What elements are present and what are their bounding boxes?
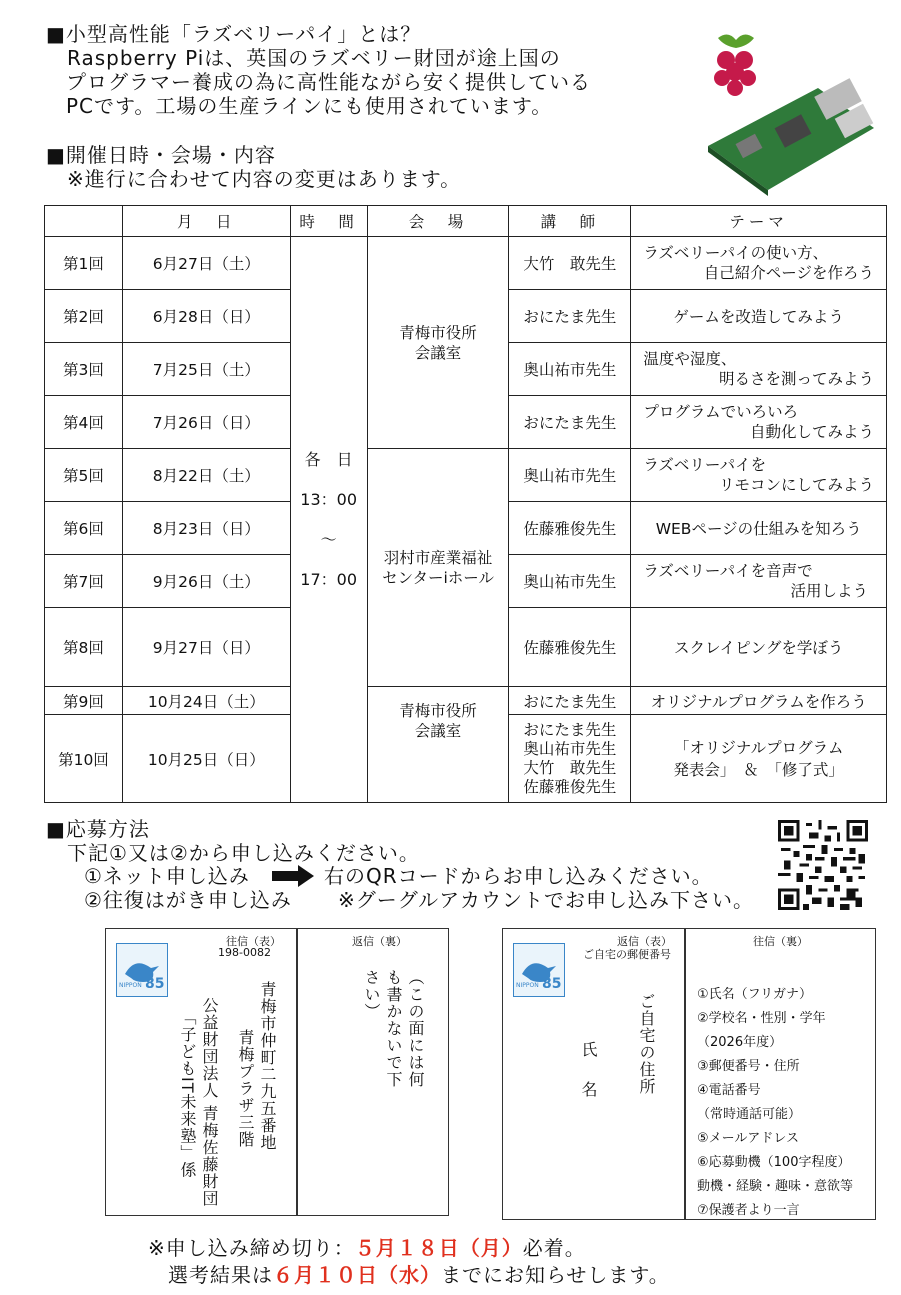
card1-address-2: 青梅プラザ三階 [236, 1029, 255, 1148]
card1-org-1: 公益財団法人 青梅佐藤財団 [200, 997, 219, 1208]
session-date: 6月28日（日） [122, 290, 290, 343]
stamp-value: 85 [145, 976, 165, 992]
table-row [45, 449, 887, 502]
header-teacher: 講 師 [509, 206, 631, 237]
session-no: 第5回 [45, 449, 123, 502]
header-no [45, 206, 123, 237]
list-item: ④電話番号 [697, 1083, 761, 1098]
venue-cell [367, 687, 509, 803]
apply-option-1-desc: 右のQRコードからお申し込みください。 [324, 864, 713, 888]
deadline-label: ※申し込み締め切り： [148, 1236, 355, 1260]
session-date: 7月26日（日） [122, 396, 290, 449]
session-no: 第7回 [45, 555, 123, 608]
theme [631, 449, 887, 502]
teacher: 奥山祐市先生 [509, 343, 631, 396]
card2-label-front: 返信（表） [617, 935, 672, 948]
theme-line-2: 明るさを測ってみよう [718, 370, 874, 388]
card2-front-sub: ご自宅の郵便番号 [583, 948, 671, 961]
raspberry-logo-icon [714, 34, 756, 96]
theme [631, 343, 887, 396]
theme [631, 715, 887, 803]
card2-items [697, 983, 853, 1223]
theme-line-2: 発表会」 ＆ 「修了式」 [673, 760, 844, 779]
apply-option-2-desc: ※グーグルアカウントでお申し込み下さい。 [338, 888, 754, 912]
header-venue: 会 場 [367, 206, 509, 237]
time-line-2: 13：00 [300, 489, 358, 509]
postcard-2-divider [684, 929, 686, 1219]
venue-line-1: 青梅市役所 [399, 323, 477, 342]
table-row [45, 687, 887, 715]
venue-line-2: 会議室 [414, 722, 462, 740]
theme-line-2: 活用しよう [790, 582, 868, 600]
session-date: 9月26日（土） [122, 555, 290, 608]
list-item: ⑤メールアドレス [697, 1131, 800, 1146]
card1-label-back: 返信（裏） [352, 935, 407, 948]
session-no: 第10回 [45, 715, 123, 803]
time-line-1: 各 日 [304, 449, 353, 469]
stamp-label: NIPPON [119, 982, 142, 989]
theme [631, 237, 887, 290]
list-item: ⑥応募動機（100字程度） [697, 1155, 851, 1170]
teacher: 奥山祐市先生 [523, 739, 617, 758]
list-item: ⑦保護者より一言 [697, 1203, 800, 1218]
venue-cell [367, 237, 509, 449]
theme [631, 396, 887, 449]
session-no: 第9回 [45, 687, 123, 715]
table-header-row [45, 206, 887, 237]
circuit-board-icon [708, 78, 874, 196]
session-no: 第2回 [45, 290, 123, 343]
teacher: おにたま先生 [509, 687, 631, 715]
teacher: 佐藤雅俊先生 [523, 777, 617, 796]
teacher: 奥山祐市先生 [509, 449, 631, 502]
session-date: 8月23日（日） [122, 502, 290, 555]
list-item: ①氏名（フリガナ） [697, 987, 813, 1002]
theme-line-1: 温度や湿度、 [643, 350, 737, 368]
intro-body-3: PCです。工場の生産ラインにも使用されています。 [66, 94, 553, 118]
venue-line-1: 青梅市役所 [399, 702, 477, 720]
theme-line-1: プログラムでいろいろ [643, 403, 799, 421]
deadline-date: ５月１８日（月） [354, 1236, 523, 1260]
intro-heading: ■小型高性能「ラズベリーパイ」とは？ [46, 22, 422, 46]
postcard-2 [502, 928, 876, 1220]
card1-org-2: 「子どもIT未来塾」係 [178, 1009, 197, 1179]
venue-line-2: 会議室 [414, 343, 462, 362]
stamp-label: NIPPON [516, 982, 539, 989]
session-no: 第3回 [45, 343, 123, 396]
teacher-list [509, 715, 631, 803]
venue-line-2: センターiホール [382, 568, 494, 587]
venue-cell [367, 449, 509, 687]
card2-name: 氏 名 [579, 1041, 598, 1101]
session-date: 8月22日（土） [122, 449, 290, 502]
schedule-heading: ■開催日時・会場・内容 [46, 143, 276, 167]
session-no: 第4回 [45, 396, 123, 449]
list-item: 動機・経験・趣味・意欲等 [697, 1179, 854, 1194]
teacher: 佐藤雅俊先生 [509, 608, 631, 687]
teacher: おにたま先生 [509, 290, 631, 343]
list-item: ③郵便番号・住所 [697, 1059, 800, 1074]
card2-home-address: ご自宅の住所 [637, 993, 656, 1095]
card2-label-back: 往信（裏） [753, 935, 808, 948]
card1-back-text: （この面には何も書かないで下さい） [362, 969, 425, 1088]
session-date: 10月25日（日） [122, 715, 290, 803]
theme-line-2: リモコンにしてみよう [718, 476, 874, 494]
theme: オリジナルプログラムを作ろう [631, 687, 887, 715]
stamp-icon [116, 943, 168, 997]
session-no: 第6回 [45, 502, 123, 555]
theme [631, 555, 887, 608]
theme: WEBページの仕組みを知ろう [631, 502, 887, 555]
session-date: 9月27日（日） [122, 608, 290, 687]
session-date: 6月27日（土） [122, 237, 290, 290]
teacher: 奥山祐市先生 [509, 555, 631, 608]
intro-body-1: Raspberry Piは、英国のラズベリー財団が途上国の [46, 46, 561, 70]
teacher: 大竹 敢先生 [523, 758, 617, 777]
deadline-line-2 [168, 1261, 670, 1289]
theme-line-2: 自己紹介ページを作ろう [703, 264, 874, 282]
postcard-1 [105, 928, 449, 1216]
result-label: 選考結果は [168, 1263, 273, 1287]
table-row [45, 237, 887, 290]
theme: スクレイピングを学ぼう [631, 608, 887, 687]
time-line-3: ～ [320, 529, 337, 549]
time-cell [290, 237, 367, 803]
session-date: 7月25日（土） [122, 343, 290, 396]
card1-zip: 198-0082 [218, 946, 271, 959]
list-item: （2026年度） [697, 1035, 783, 1050]
schedule-table [44, 205, 887, 803]
deadline-line-1 [148, 1234, 586, 1262]
theme-line-2: 自動化してみよう [749, 423, 874, 441]
theme-line-1: ラズベリーパイを [643, 456, 767, 474]
teacher: 佐藤雅俊先生 [509, 502, 631, 555]
list-item: ②学校名・性別・学年 [697, 1011, 826, 1026]
apply-option-1: ①ネット申し込み [84, 864, 250, 888]
result-suffix: までにお知らせします。 [441, 1263, 670, 1287]
deadline-suffix: 必着。 [522, 1236, 586, 1260]
raspberry-pi-photo [698, 28, 878, 196]
intro-body-2: プログラマー養成の為に高性能ながら安く提供している [66, 70, 591, 94]
arrow-right-icon [270, 864, 316, 888]
stamp-value: 85 [542, 976, 562, 992]
qr-code-icon[interactable] [778, 820, 868, 910]
header-time: 時 間 [290, 206, 367, 237]
session-no: 第1回 [45, 237, 123, 290]
teacher: おにたま先生 [523, 720, 617, 739]
result-date: ６月１０日（水） [273, 1263, 441, 1287]
teacher: 大竹 敢先生 [509, 237, 631, 290]
theme-line-1: ラズベリーパイを音声で [643, 562, 813, 580]
theme-line-1: 「オリジナルプログラム [673, 738, 844, 757]
theme-line-1: ラズベリーパイの使い方、 [643, 244, 829, 262]
teacher: おにたま先生 [509, 396, 631, 449]
session-no: 第8回 [45, 608, 123, 687]
theme: ゲームを改造してみよう [631, 290, 887, 343]
apply-line: 下記①又は②から申し込みください。 [46, 841, 420, 865]
header-theme: テーマ [631, 206, 887, 237]
time-line-4: 17：00 [300, 569, 358, 589]
card1-address-1: 青梅市仲町二九五番地 [258, 981, 277, 1151]
venue-line-1: 羽村市産業福祉 [383, 548, 493, 567]
apply-option-2: ②往復はがき申し込み [84, 888, 292, 912]
stamp-icon [513, 943, 565, 997]
postcard-1-divider [296, 929, 298, 1215]
apply-heading: ■応募方法 [46, 817, 150, 841]
schedule-note: ※進行に合わせて内容の変更はあります。 [46, 167, 462, 191]
session-date: 10月24日（土） [122, 687, 290, 715]
list-item: （常時通話可能） [697, 1107, 802, 1122]
card1-label-front: 往信（表） [226, 935, 281, 948]
header-date: 月 日 [122, 206, 290, 237]
